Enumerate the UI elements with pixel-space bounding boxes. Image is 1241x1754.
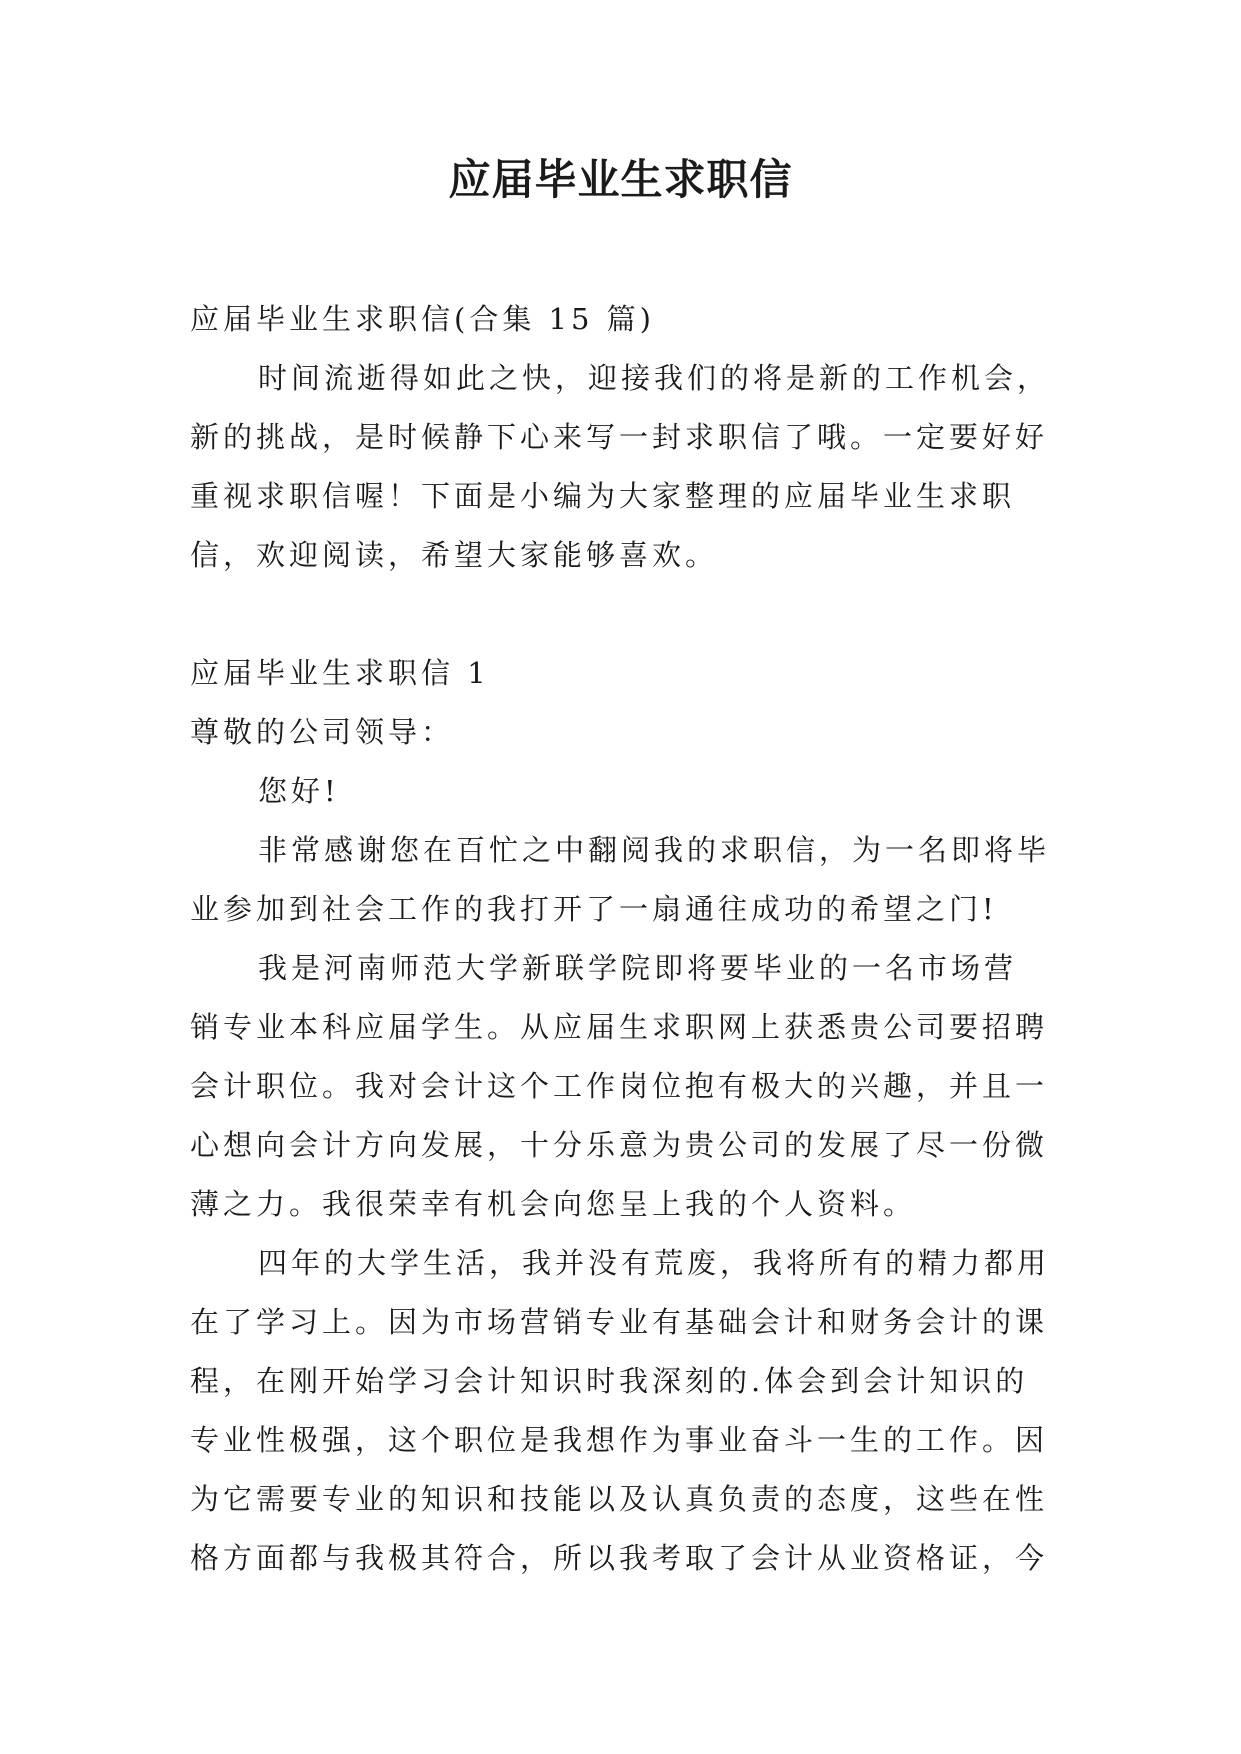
text-line: 业参加到社会工作的我打开了一扇通往成功的希望之门! (190, 892, 998, 926)
salutation: 尊敬的公司领导： (190, 715, 455, 749)
text-line: 销专业本科应届学生。从应届生求职网上获悉贵公司要招聘 (190, 1010, 1049, 1044)
text-line: 格方面都与我极其符合，所以我考取了会计从业资格证，今 (190, 1541, 1049, 1575)
text-line: 非常感谢您在百忙之中翻阅我的求职信，为一名即将毕 (258, 833, 1051, 867)
section-heading: 应届毕业生求职信 1 (190, 656, 490, 690)
text-line: 信，欢迎阅读，希望大家能够喜欢。 (190, 538, 719, 572)
paragraph-gap (190, 585, 1070, 644)
document-title: 应届毕业生求职信 (448, 155, 793, 204)
text-line: 心想向会计方向发展，十分乐意为贵公司的发展了尽一份微 (190, 1128, 1049, 1162)
text-line: 新的挑战，是时候静下心来写一封求职信了哦。一定要好好 (190, 420, 1049, 454)
text-line: 重视求职信喔！下面是小编为大家整理的应届毕业生求职 (190, 479, 1016, 513)
document-body (190, 290, 1070, 1588)
text-line: 薄之力。我很荣幸有机会向您呈上我的个人资料。 (190, 1187, 917, 1221)
text-line: 时间流逝得如此之快，迎接我们的将是新的工作机会， (258, 361, 1051, 395)
text-line: 在了学习上。因为市场营销专业有基础会计和财务会计的课 (190, 1305, 1049, 1339)
text-line: 我是河南师范大学新联学院即将要毕业的一名市场营 (258, 951, 1018, 985)
text-line: 会计职位。我对会计这个工作岗位抱有极大的兴趣，并且一 (190, 1069, 1049, 1103)
text-line: 专业性极强，这个职位是我想作为事业奋斗一生的工作。因 (190, 1423, 1049, 1457)
greeting: 您好! (258, 774, 340, 808)
text-line: 为它需要专业的知识和技能以及认真负责的态度，这些在性 (190, 1482, 1049, 1516)
text-line: 四年的大学生活，我并没有荒废，我将所有的精力都用 (258, 1246, 1051, 1280)
text-line: 程，在刚开始学习会计知识时我深刻的.体会到会计知识的 (190, 1364, 1029, 1398)
text-line: 应届毕业生求职信(合集 15 篇) (190, 302, 655, 336)
